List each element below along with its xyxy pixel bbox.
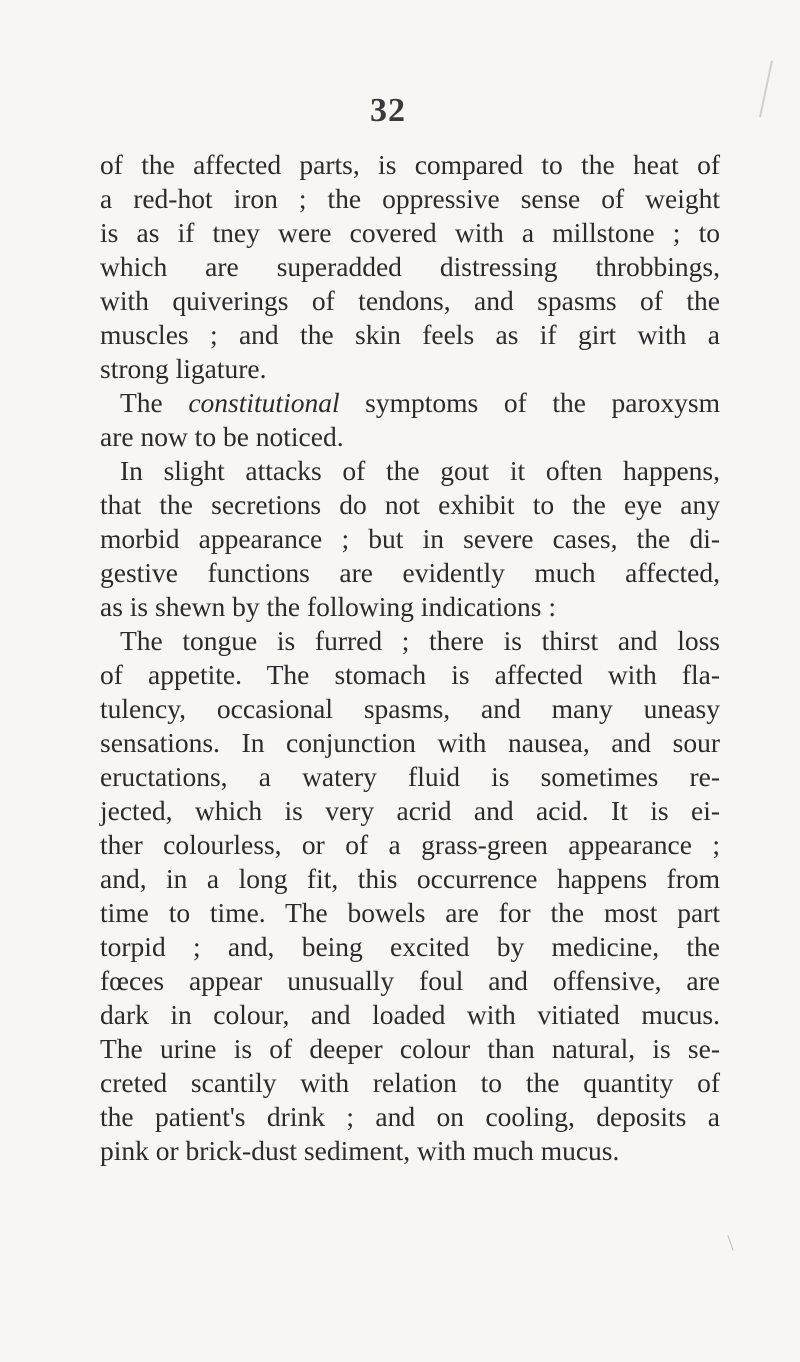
text-line: is as if tney were covered with a millstone ; to	[100, 217, 720, 248]
text-line: torpid ; and, being excited by medicine, the	[100, 931, 720, 962]
text-line: as is shewn by the following indications :	[100, 591, 556, 622]
text-line: time to time. The bowels are for the most part	[100, 897, 720, 928]
page-number: 32	[370, 92, 406, 129]
text-line: are now to be noticed.	[100, 421, 344, 452]
text-line: a red-hot iron ; the oppressive sense of weight	[100, 183, 720, 214]
text-line: gestive functions are evidently much affected,	[100, 557, 720, 588]
text-line: which are superadded distressing throbbings,	[100, 251, 720, 282]
text-line: The tongue is furred ; there is thirst and loss	[120, 625, 720, 656]
text-line: pink or brick-dust sediment, with much mucus.	[100, 1135, 620, 1166]
text-suffix: symptoms of the paroxysm	[339, 387, 720, 418]
text-line-constitutional	[100, 386, 720, 420]
text-prefix: The	[120, 387, 189, 418]
text-line: muscles ; and the skin feels as if girt with a	[100, 319, 720, 350]
scan-artifact	[727, 1235, 733, 1250]
text-line: In slight attacks of the gout it often happens,	[120, 455, 720, 486]
text-line: of the affected parts, is compared to the heat of	[100, 149, 720, 180]
text-line: ther colourless, or of a grass-green appearance ;	[100, 829, 720, 860]
text-line: sensations. In conjunction with nausea, and sour	[100, 727, 720, 758]
text-line: tulency, occasional spasms, and many uneasy	[100, 693, 720, 724]
text-line: creted scantily with relation to the quantity of	[100, 1067, 720, 1098]
text-line: fœces appear unusually foul and offensive, are	[100, 965, 720, 996]
body-text	[100, 148, 720, 1168]
text-line: dark in colour, and loaded with vitiated mucus.	[100, 999, 720, 1030]
scan-artifact	[759, 60, 773, 117]
text-line: jected, which is very acrid and acid. It is ei-	[100, 795, 720, 826]
text-line: of appetite. The stomach is affected with fla-	[100, 659, 720, 690]
text-line: the patient's drink ; and on cooling, deposits a	[100, 1101, 720, 1132]
text-line: that the secretions do not exhibit to the eye any	[100, 489, 720, 520]
text-line: The urine is of deeper colour than natural, is se-	[100, 1033, 720, 1064]
text-line: with quiverings of tendons, and spasms of the	[100, 285, 720, 316]
text-line: and, in a long fit, this occurrence happens from	[100, 863, 720, 894]
text-line: strong ligature.	[100, 353, 267, 384]
italic-word: constitutional	[188, 387, 340, 418]
text-line: eructations, a watery fluid is sometimes re-	[100, 761, 720, 792]
text-line: morbid appearance ; but in severe cases, the di-	[100, 523, 720, 554]
